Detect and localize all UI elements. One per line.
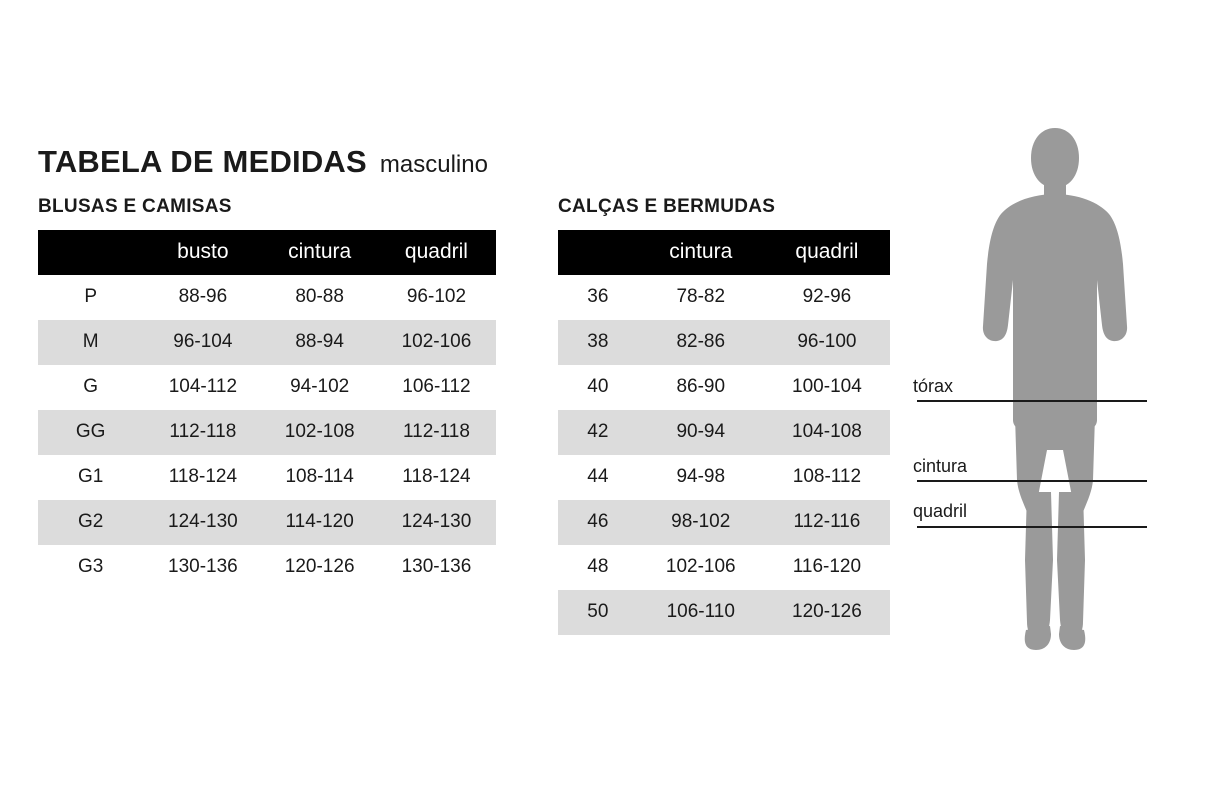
cell-quadril: 120-126 xyxy=(764,590,890,635)
page-title-main: TABELA DE MEDIDAS xyxy=(38,144,367,179)
column-header-quadril: quadril xyxy=(764,230,890,275)
cell-quadril: 96-100 xyxy=(764,320,890,365)
cell-cintura: 106-110 xyxy=(638,590,764,635)
cell-quadril: 108-112 xyxy=(792,466,862,487)
cell-size: P xyxy=(84,286,97,307)
pants-table-block xyxy=(558,196,890,635)
cell-busto: 96-104 xyxy=(143,320,262,365)
cell-quadril: 106-112 xyxy=(402,376,471,397)
callout-label-chest: tórax xyxy=(913,376,954,396)
cell-size: M xyxy=(38,320,143,365)
table-header-row xyxy=(38,230,496,275)
column-header-size xyxy=(38,230,143,275)
cell-quadril: 102-106 xyxy=(377,320,496,365)
column-header-busto: busto xyxy=(143,230,262,275)
cell-quadril: 104-108 xyxy=(764,410,890,455)
cell-cintura: 98-102 xyxy=(638,500,764,545)
cell-quadril: 92-96 xyxy=(802,286,852,307)
table-row xyxy=(38,545,496,590)
cell-size: G xyxy=(83,376,99,397)
page-title-subtitle: masculino xyxy=(379,151,488,178)
table-row xyxy=(558,500,890,545)
callout-label-hip: quadril xyxy=(913,501,968,521)
tops-size-table xyxy=(38,230,496,590)
cell-busto: 124-130 xyxy=(143,500,262,545)
table-row xyxy=(558,365,890,410)
cell-size: GG xyxy=(38,410,143,455)
table-row xyxy=(38,275,496,320)
callout-line-chest xyxy=(917,400,1147,402)
body-figure-area xyxy=(905,120,1205,660)
cell-size: G3 xyxy=(77,556,104,577)
table-row xyxy=(38,410,496,455)
cell-cintura: 82-86 xyxy=(638,320,764,365)
cell-cintura: 86-90 xyxy=(676,376,726,397)
cell-cintura: 108-114 xyxy=(285,466,354,487)
cell-quadril: 116-120 xyxy=(792,556,862,577)
cell-quadril: 112-116 xyxy=(764,500,890,545)
cell-quadril: 112-118 xyxy=(377,410,496,455)
cell-cintura: 102-108 xyxy=(262,410,377,455)
cell-size: 46 xyxy=(558,500,638,545)
pants-table-caption: CALÇAS E BERMUDAS xyxy=(558,196,776,217)
callout-label-waist: cintura xyxy=(913,456,968,476)
table-row xyxy=(38,365,496,410)
cell-size: 40 xyxy=(587,376,609,397)
cell-cintura: 88-94 xyxy=(262,320,377,365)
cell-quadril: 118-124 xyxy=(402,466,471,487)
table-row xyxy=(558,320,890,365)
callout-line-waist xyxy=(917,480,1147,482)
cell-cintura: 114-120 xyxy=(262,500,377,545)
page-title xyxy=(38,144,488,180)
cell-cintura: 102-106 xyxy=(665,556,736,577)
cell-cintura: 94-98 xyxy=(676,466,726,487)
cell-busto: 112-118 xyxy=(143,410,262,455)
cell-cintura: 90-94 xyxy=(638,410,764,455)
table-row xyxy=(38,455,496,500)
table-row xyxy=(558,410,890,455)
column-header-size xyxy=(558,230,638,275)
cell-quadril: 130-136 xyxy=(401,556,472,577)
tops-table-block xyxy=(38,196,496,590)
cell-size: 36 xyxy=(587,286,609,307)
cell-size: 42 xyxy=(558,410,638,455)
cell-size: 38 xyxy=(558,320,638,365)
table-row xyxy=(558,455,890,500)
cell-busto: 118-124 xyxy=(168,466,238,487)
tops-table-caption: BLUSAS E CAMISAS xyxy=(38,196,232,217)
table-row xyxy=(558,590,890,635)
cell-size: 50 xyxy=(558,590,638,635)
table-header-row xyxy=(558,230,890,275)
table-row xyxy=(38,320,496,365)
cell-quadril: 124-130 xyxy=(377,500,496,545)
cell-size: G1 xyxy=(77,466,104,487)
callout-line-hip xyxy=(917,526,1147,528)
cell-cintura: 80-88 xyxy=(295,286,344,307)
cell-cintura: 94-102 xyxy=(290,376,350,397)
table-row xyxy=(558,545,890,590)
cell-cintura: 78-82 xyxy=(676,286,726,307)
column-header-quadril: quadril xyxy=(377,230,496,275)
cell-size: 44 xyxy=(587,466,609,487)
cell-size: 48 xyxy=(587,556,609,577)
cell-quadril: 96-102 xyxy=(406,286,467,307)
cell-busto: 130-136 xyxy=(168,556,238,577)
pants-size-table xyxy=(558,230,890,635)
cell-cintura: 120-126 xyxy=(284,556,355,577)
cell-quadril: 100-104 xyxy=(792,376,862,397)
cell-busto: 104-112 xyxy=(168,376,238,397)
column-header-cintura: cintura xyxy=(638,230,764,275)
cell-busto: 88-96 xyxy=(178,286,228,307)
table-row xyxy=(558,275,890,320)
column-header-cintura: cintura xyxy=(262,230,377,275)
cell-size: G2 xyxy=(38,500,143,545)
table-row xyxy=(38,500,496,545)
